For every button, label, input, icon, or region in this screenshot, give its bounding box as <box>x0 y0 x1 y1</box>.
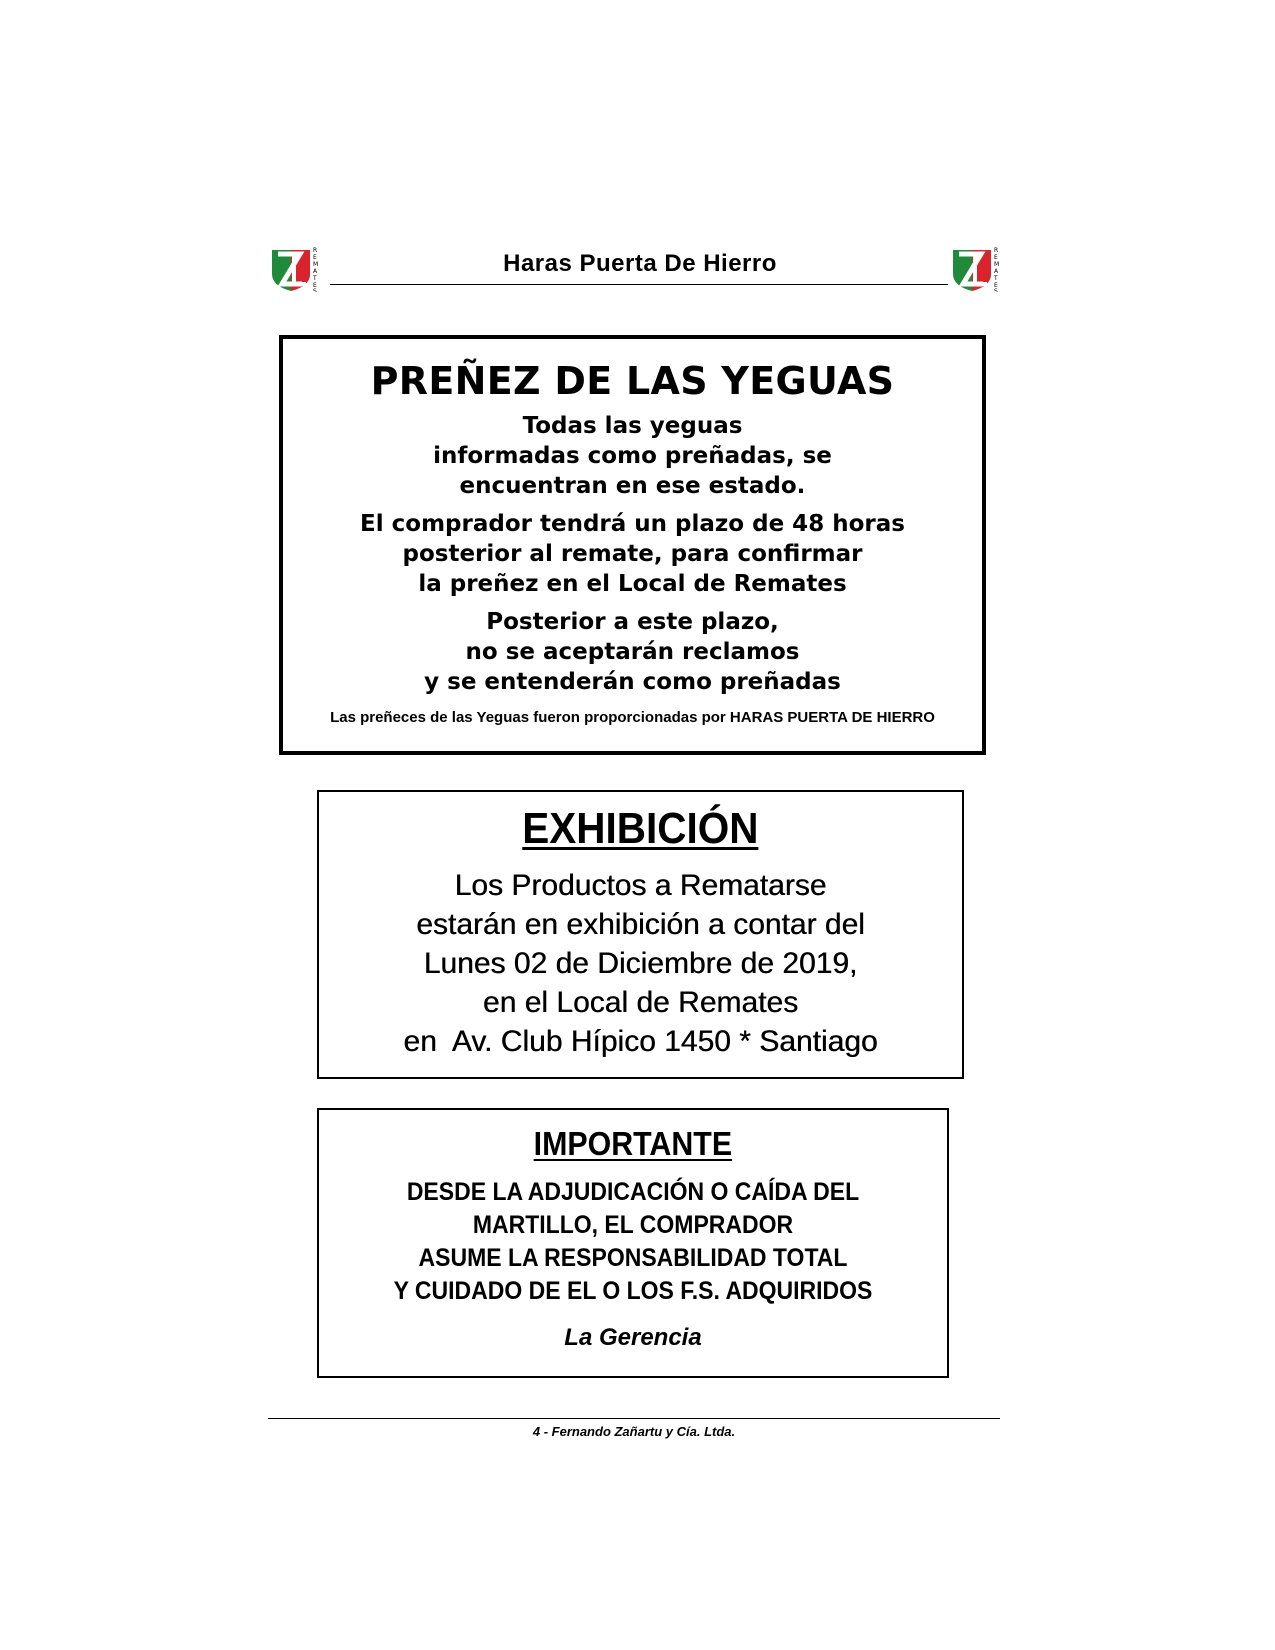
exhibicion-paragraph <box>319 866 962 1061</box>
signature: La Gerencia <box>564 1324 702 1351</box>
zl-logo-graphic <box>270 244 322 292</box>
prenez-title: PREÑEZ DE LAS YEGUAS <box>370 359 895 403</box>
prenez-paragraph-2 <box>283 509 982 599</box>
text-line: Todas las yeguas <box>522 413 743 439</box>
exhibicion-notice-box <box>317 790 964 1079</box>
svg-text:T: T <box>313 275 317 282</box>
text-line: en el Local de Remates <box>482 986 799 1019</box>
svg-text:T: T <box>994 275 998 282</box>
text-line: Posterior a este plazo, <box>486 609 779 635</box>
text-line: no se aceptarán reclamos <box>465 639 800 665</box>
zl-remates-logo-icon <box>270 244 322 292</box>
importante-title: IMPORTANTE <box>533 1125 733 1162</box>
prenez-paragraph-1 <box>283 411 982 501</box>
text-line: El comprador tendrá un plazo de 48 horas <box>360 511 905 537</box>
svg-text:S: S <box>313 288 317 292</box>
svg-text:R: R <box>313 247 318 254</box>
svg-text:E: E <box>994 282 998 289</box>
zl-logo-graphic <box>951 244 1003 292</box>
svg-text:M: M <box>313 261 319 268</box>
prenez-notice-box <box>279 335 986 755</box>
header-divider <box>330 284 948 285</box>
text-line: Los Productos a Rematarse <box>454 869 827 902</box>
text-line: DESDE LA ADJUDICACIÓN O CAÍDA DEL <box>406 1178 860 1206</box>
text-line: ASUME LA RESPONSABILIDAD TOTAL <box>418 1244 848 1272</box>
svg-text:E: E <box>313 282 317 289</box>
prenez-source-note: Las preñeces de las Yeguas fueron proporcionadas por HARAS PUERTA DE HIERRO <box>330 709 935 726</box>
importante-paragraph <box>344 1176 922 1308</box>
text-line: y se entenderán como preñadas <box>424 669 841 695</box>
zl-remates-logo-icon <box>951 244 1003 292</box>
text-line: Y CUIDADO DE EL O LOS F.S. ADQUIRIDOS <box>393 1277 873 1305</box>
svg-text:E: E <box>994 254 998 261</box>
svg-text:S: S <box>994 288 998 292</box>
text-line: encuentran en ese estado. <box>459 473 806 499</box>
footer-page-label: 4 - Fernando Zañartu y Cía. Ltda. <box>532 1424 736 1439</box>
text-line: informadas como preñadas, se <box>433 443 832 469</box>
svg-text:A: A <box>313 268 318 275</box>
svg-text:R: R <box>994 247 999 254</box>
importante-notice-box <box>317 1108 949 1378</box>
svg-text:M: M <box>994 261 1000 268</box>
header-title: Haras Puerta De Hierro <box>503 250 777 277</box>
text-line: MARTILLO, EL COMPRADOR <box>472 1211 794 1239</box>
svg-text:A: A <box>994 268 999 275</box>
footer-divider <box>268 1418 1000 1419</box>
text-line: posterior al remate, para confirmar <box>402 541 863 567</box>
exhibicion-title: EXHIBICIÓN <box>522 804 759 853</box>
prenez-paragraph-3 <box>283 607 982 697</box>
svg-text:E: E <box>313 254 317 261</box>
text-line: estarán en exhibición a contar del <box>416 908 865 941</box>
text-line: la preñez en el Local de Remates <box>418 571 847 597</box>
text-line: Lunes 02 de Diciembre de 2019, <box>423 947 858 980</box>
text-line: en Av. Club Hípico 1450 * Santiago <box>403 1025 878 1058</box>
